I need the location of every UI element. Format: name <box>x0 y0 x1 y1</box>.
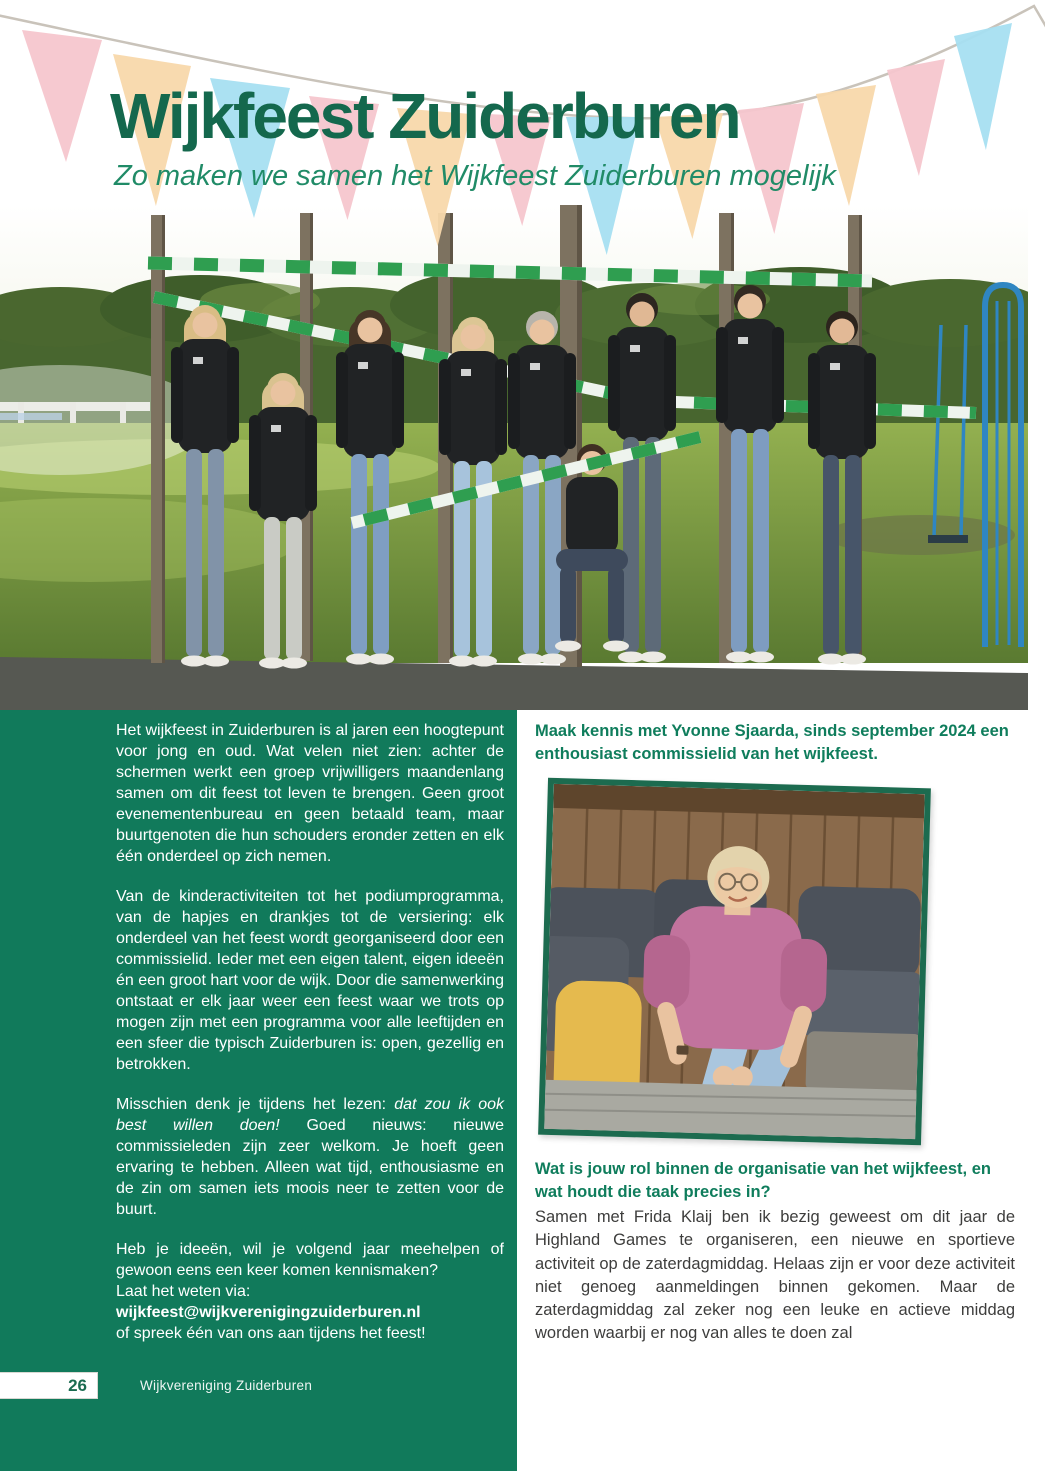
article-panel <box>0 710 517 1471</box>
page-subtitle: Zo maken we samen het Wijkfeest Zuiderburen mogelijk <box>114 160 836 192</box>
bunting-flag-icon <box>22 30 102 162</box>
paragraph: Van de kinderactiviteiten tot het podiumprogramma, van de hapjes en drankjes tot de versiering: elk onderdeel van het feest wordt georganiseerd door een commissielid. Ieder met een eigen talent, eigen ideeën én een groot hart voor de wijk. Door die samenwerking ontstaat er elk jaar weer een feest waar we trots op mogen zijn met een programma voor alle leeftijden en een sfeer die typisch Zuiderburen is: open, gezellig en betrokken. <box>116 888 504 1073</box>
paragraph-call-to-action: Heb je ideeën, wil je volgend jaar meehelpen of gewoon eens een keer komen kennismaken? Laat het weten via: wijkfeest@wijkverenigingzuiderburen.nl of spreek één van ons aan tijdens het feest! <box>116 1241 504 1342</box>
article-body <box>116 720 504 1363</box>
page-number: 26 <box>68 1376 87 1395</box>
paragraph: Het wijkfeest in Zuiderburen is al jaren een hoogtepunt voor jong en oud. Wat velen niet zien: achter de schermen werkt een groep vrijwilligers maandenlang samen om dit feest tot leven te brengen. Geen groot evenementenbureau en geen betaald team, maar buurtgenoten die hun schouders eronder zetten en elk één onderdeel op zich nemen. <box>116 722 504 865</box>
interview-column <box>535 720 1015 1343</box>
interview-question-heading: Wat is jouw rol binnen de organisatie van het wijkfeest, en wat houdt die taak precies in? <box>535 1160 991 1201</box>
interview-answer: Samen met Frida Klaij ben ik bezig geweest om dit jaar de Highland Games te organiseren, een nieuwe en sportieve activiteit op de zaterdagmiddag. Helaas zijn er voor deze activiteit niet genoeg aanmeldingen binnen gekomen. Maar de zaterdagmiddag zal zeker nog een leuke en actieve middag worden waarbij er nog van alles te doen zal <box>535 1208 1015 1343</box>
photo-path <box>0 657 1028 710</box>
portrait-photo-yvonne <box>538 778 931 1146</box>
contact-email: wijkfeest@wijkverenigingzuiderburen.nl <box>116 1304 421 1321</box>
footer-organization: Wijkvereniging Zuiderburen <box>140 1378 313 1393</box>
interview-intro-heading: Maak kennis met Yvonne Sjaarda, sinds september 2024 een enthousiast commissielid van het wijkfeest. <box>535 722 1009 763</box>
bunting-flag-icon <box>954 23 1012 150</box>
page-number-box <box>0 1372 98 1399</box>
paragraph: Misschien denk je tijdens het lezen: dat zou ik ook best willen doen! Goed nieuws: nieuwe commissieleden zijn zeer welkom. Je hoeft geen ervaring te hebben. Alleen wat tijd, enthousiasme en de zin om samen iets moois neer te zetten voor de buurt. <box>116 1096 505 1218</box>
page-title: Wijkfeest Zuiderburen <box>110 80 740 152</box>
bunting-flag-icon <box>887 59 945 176</box>
